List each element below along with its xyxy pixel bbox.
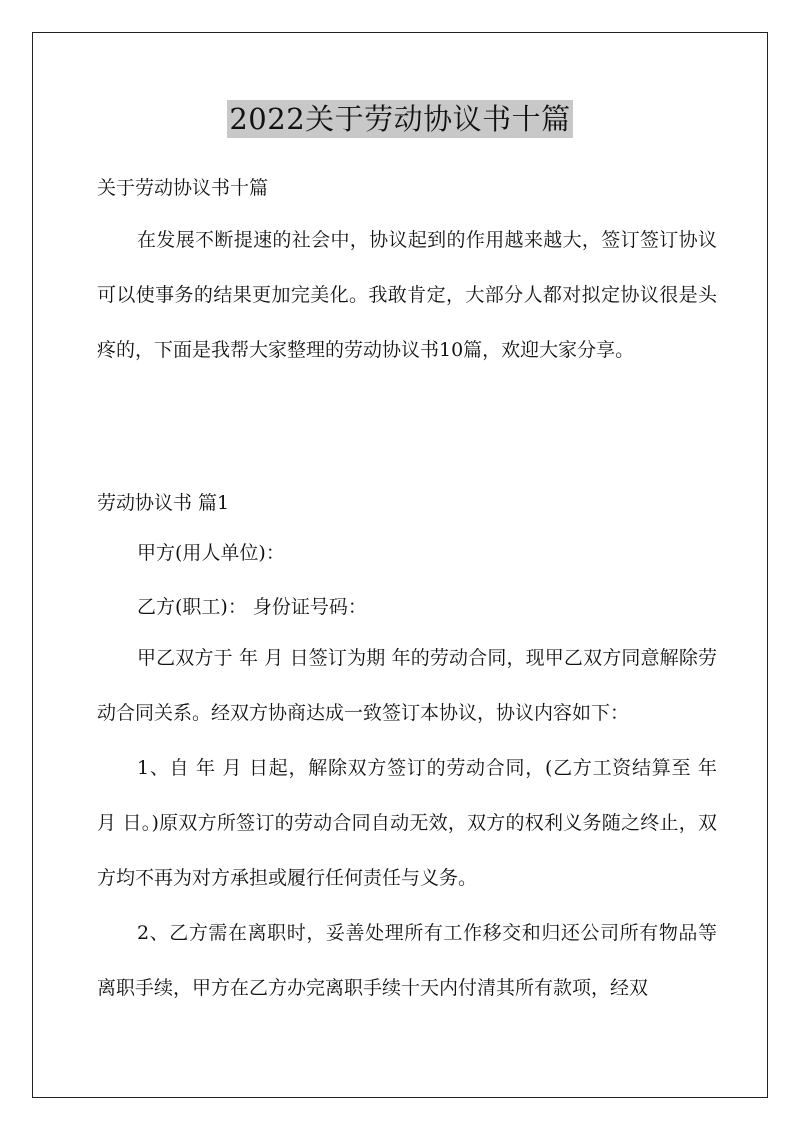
- title-container: [0, 100, 800, 138]
- party-b-line: 乙方(职工)： 身份证号码：: [137, 596, 367, 618]
- document-subtitle: 关于劳动协议书十篇: [97, 177, 269, 199]
- party-a-line: 甲方(用人单位)：: [137, 542, 285, 564]
- clause-2-paragraph: 2、乙方需在离职时，妥善处理所有工作移交和归还公司所有物品等离职手续，甲方在乙方办完离职手续十天内付清其所有款项，经双: [97, 922, 717, 999]
- section-heading: 劳动协议书 篇1: [97, 492, 230, 514]
- document-title: 2022关于劳动协议书十篇: [229, 102, 571, 136]
- intro-paragraph: 在发展不断提速的社会中，协议起到的作用越来越大，签订签订协议可以使事务的结果更加完美化。我敢肯定，大部分人都对拟定协议很是头疼的，下面是我帮大家整理的劳动协议书10篇，欢迎大家分享。: [97, 229, 717, 361]
- agreement-paragraph: 甲乙双方于 年 月 日签订为期 年的劳动合同，现甲乙双方同意解除劳动合同关系。经双方协商达成一致签订本协议，协议内容如下：: [97, 647, 717, 724]
- clause-1-paragraph: 1、自 年 月 日起，解除双方签订的劳动合同，(乙方工资结算至 年 月 日。)原双方所签订的劳动合同自动无效，双方的权利义务随之终止，双方均不再为对方承担或履行任何责任与义务。: [97, 757, 717, 889]
